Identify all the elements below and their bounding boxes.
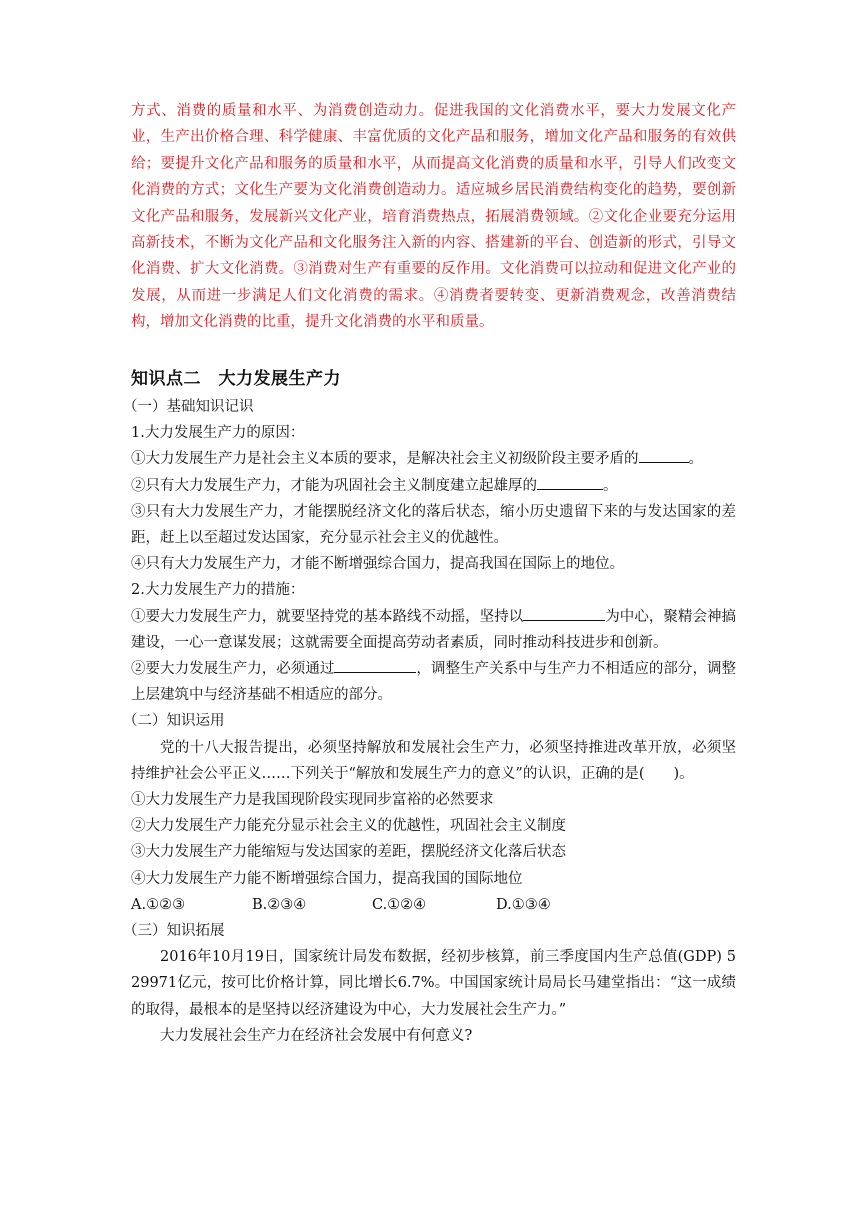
option-d[interactable]: D.①③④ — [496, 896, 551, 913]
part1-heading: （一）基础知识记识 — [123, 399, 254, 415]
part2-heading: （二）知识运用 — [123, 713, 225, 730]
answer-paragraph-block — [131, 98, 736, 336]
material-text: 2016年10月19日，国家统计局发布数据，经初步核算，前三季度国内生产总值(GDP) 529971亿元，按可比价格计算，同比增长6.7%。中国国家统计局局长马建堂指出：“这一成绩的取得，最根本的是坚持以经济建设为中心，大力发展社会生产力。” — [131, 949, 736, 1018]
measure-2 — [131, 656, 736, 708]
question-stem: 党的十八大报告提出，必须坚持解放和发展社会生产力，必须坚持推进改革开放，必须坚持维护社会公平正义……下列关于“解放和发展生产力的意义”的认识，正确的是( )。 — [131, 739, 736, 782]
option-b[interactable]: B.②③④ — [252, 896, 307, 913]
reason-4: ④只有大力发展生产力，才能不断增强综合国力，提高我国在国际上的地位。 — [131, 556, 624, 573]
statement-1: ①大力发展生产力是我国现阶段实现同步富裕的必然要求 — [131, 792, 494, 809]
fill-blank-4[interactable] — [334, 658, 416, 673]
fill-blank-1[interactable] — [639, 448, 689, 463]
reason-1-text: ①大力发展生产力是社会主义本质的要求，是解决社会主义初级阶段主要矛盾的 — [131, 451, 639, 468]
measure-1-text-a: ①要大力发展生产力，就要坚持党的基本路线不动摇，坚持以 — [131, 608, 524, 625]
fill-blank-3[interactable] — [523, 606, 605, 621]
measure-2-text-b: ，调整生产关系中与生产力不相适应的部分，调整上层建筑中与经济基础不相适应的部分。 — [131, 661, 736, 704]
option-c[interactable]: C.①②④ — [372, 896, 427, 913]
measure-1 — [131, 604, 736, 656]
measure-1-text-b: 为中心，聚精会神搞建设，一心一意谋发展；这就需要全面提高劳动者素质，同时推动科技进步和创新。 — [131, 608, 736, 651]
fill-blank-2[interactable] — [537, 475, 603, 490]
statement-3: ③大力发展生产力能缩短与发达国家的差距，摆脱经济文化落后状态 — [131, 844, 566, 861]
document-page — [123, 98, 736, 1044]
statement-2: ②大力发展生产力能充分显示社会主义的优越性，巩固社会主义制度 — [131, 818, 566, 835]
reason-2-end: 。 — [603, 477, 618, 494]
reason-1 — [131, 446, 736, 472]
expansion-question: 大力发展社会生产力在经济社会发展中有何意义? — [160, 1027, 473, 1044]
part3-heading: （三）知识拓展 — [123, 923, 225, 940]
q2-title: 2.大力发展生产力的措施： — [131, 582, 305, 599]
answer-options — [131, 892, 736, 918]
reason-2-text: ②只有大力发展生产力，才能为巩固社会主义制度建立起雄厚的 — [131, 477, 537, 494]
measure-2-text-a: ②要大力发展生产力，必须通过 — [131, 661, 335, 678]
statement-4: ④大力发展生产力能不断增强综合国力，提高我国的国际地位 — [131, 870, 523, 887]
answer-paragraph: 方式、消费的质量和水平、为消费创造动力。促进我国的文化消费水平，要大力发展文化产业，生产出价格合理、科学健康、丰富优质的文化产品和服务，增加文化产品和服务的有效供给；要提升文化产品和服务的质量和水平，从而提高文化消费的质量和水平，引导人们改变文化消费的方式；文化生产要为文化消费创造动力。适应城乡居民消费结构变化的趋势，要创新文化产品和服务，发展新兴文化产业，培育消费热点，拓展消费领域。②文化企业要充分运用高新技术，不断为文化产品和文化服务注入新的内容、搭建新的平台、创造新的形式，引导文化消费、扩大文化消费。③消费对生产有重要的反作用。文化消费可以拉动和促进文化产业的发展，从而进一步满足人们文化消费的需求。④消费者要转变、更新消费观念，改善消费结构，增加文化消费的比重，提升文化消费的水平和质量。 — [131, 103, 736, 331]
reason-1-end: 。 — [688, 451, 703, 468]
q1-title: 1.大力发展生产力的原因： — [131, 425, 305, 442]
option-a[interactable]: A.①②③ — [131, 896, 186, 913]
reason-2 — [131, 473, 736, 499]
section-title: 知识点二 大力发展生产力 — [131, 369, 341, 389]
reason-3: ③只有大力发展生产力，才能摆脱经济文化的落后状态，缩小历史遗留下来的与发达国家的差距，赶上以至超过发达国家，充分显示社会主义的优越性。 — [131, 503, 736, 547]
section-body — [123, 394, 736, 1049]
